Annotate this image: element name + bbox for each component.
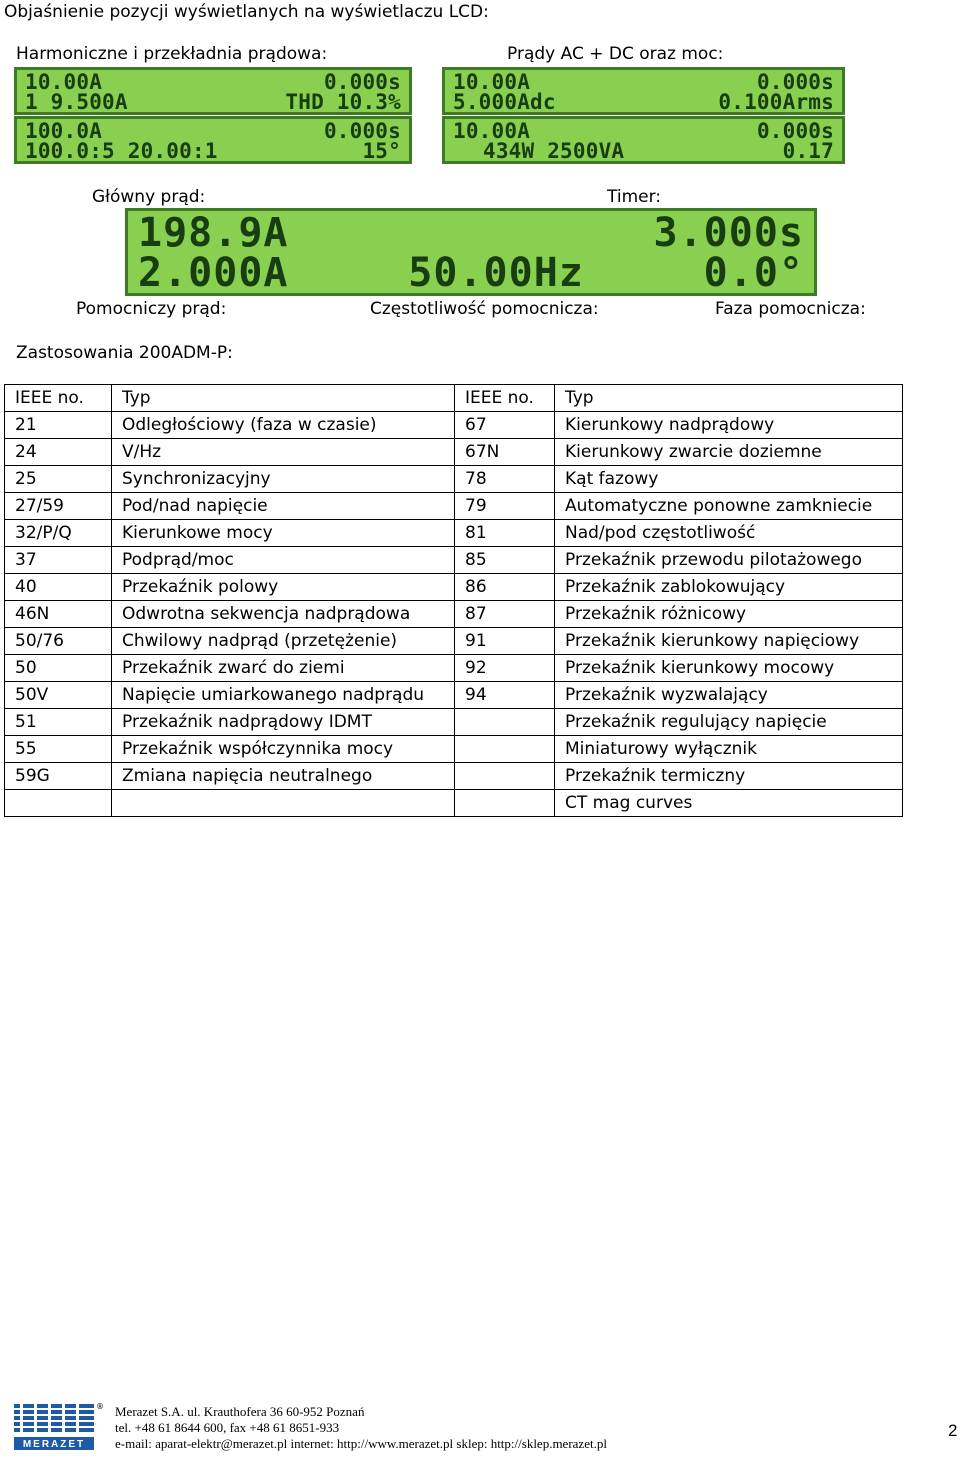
table-cell: 27/59 [5, 493, 112, 520]
table-cell: Przekaźnik współczynnika mocy [112, 736, 455, 763]
table-cell: Kierunkowy zwarcie doziemne [555, 439, 903, 466]
table-cell: 85 [455, 547, 555, 574]
table-cell: Kierunkowe mocy [112, 520, 455, 547]
table-cell: Miniaturowy wyłącznik [555, 736, 903, 763]
table-cell: V/Hz [112, 439, 455, 466]
table-row [5, 439, 903, 466]
timer-label: Timer: [607, 187, 662, 207]
table-cell: 87 [455, 601, 555, 628]
aux-current-label: Pomocniczy prąd: [76, 299, 227, 319]
aux-freq-label: Częstotliwość pomocnicza: [370, 299, 599, 319]
table-cell: Synchronizacyjny [112, 466, 455, 493]
table-cell: 94 [455, 682, 555, 709]
acdc-label: Prądy AC + DC oraz moc: [507, 44, 724, 64]
table-cell [455, 736, 555, 763]
table-row [5, 520, 903, 547]
table-row [5, 601, 903, 628]
footer-address: Merazet S.A. ul. Krauthofera 36 60-952 Poznań [115, 1404, 365, 1419]
table-cell [5, 790, 112, 817]
header-cell: IEEE no. [455, 385, 555, 412]
footer-links[interactable]: e-mail: aparat-elektr@merazet.pl internet: http://www.merazet.pl sklep: http://sklep.merazet.pl [115, 1436, 607, 1451]
table-cell: 51 [5, 709, 112, 736]
page-heading: Objaśnienie pozycji wyświetlanych na wyświetlaczu LCD: [4, 2, 489, 22]
table-cell: Odległościowy (faza w czasie) [112, 412, 455, 439]
header-cell: Typ [112, 385, 455, 412]
table-cell: Chwilowy nadprąd (przetężenie) [112, 628, 455, 655]
table-cell: 59G [5, 763, 112, 790]
table-cell: Przekaźnik wyzwalający [555, 682, 903, 709]
table-cell: Przekaźnik różnicowy [555, 601, 903, 628]
table-cell: 79 [455, 493, 555, 520]
table-cell [455, 709, 555, 736]
merazet-logo [14, 1404, 94, 1450]
registered-mark: ® [96, 1402, 104, 1411]
table-row [5, 412, 903, 439]
header-cell: Typ [555, 385, 903, 412]
table-cell: 92 [455, 655, 555, 682]
table-cell: Zmiana napięcia neutralnego [112, 763, 455, 790]
table-row [5, 547, 903, 574]
table-cell: Nad/pod częstotliwość [555, 520, 903, 547]
lcd-acdc-2: 10.00A 0.000s 434W 2500VA 0.17 [442, 116, 845, 164]
table-row [5, 763, 903, 790]
table-cell: Odwrotna sekwencja nadprądowa [112, 601, 455, 628]
applications-label: Zastosowania 200ADM-P: [16, 343, 233, 363]
table-cell: Kąt fazowy [555, 466, 903, 493]
lcd-harmonic-2: 100.0A 0.000s 100.0:5 20.00:1 15° [14, 116, 412, 164]
table-body [5, 412, 903, 817]
table-cell: 67N [455, 439, 555, 466]
table-row [5, 466, 903, 493]
table-cell: Przekaźnik kierunkowy mocowy [555, 655, 903, 682]
table-cell: 91 [455, 628, 555, 655]
logo-text: MERAZET [22, 1439, 86, 1450]
lcd-acdc-1: 10.00A 0.000s 5.000Adc 0.100Arms [442, 67, 845, 115]
table-cell: 37 [5, 547, 112, 574]
page-number: 2 [948, 1421, 958, 1440]
table-row [5, 790, 903, 817]
table-cell: Napięcie umiarkowanego nadprądu [112, 682, 455, 709]
table-cell: 50/76 [5, 628, 112, 655]
harmonic-label: Harmoniczne i przekładnia prądowa: [16, 44, 328, 64]
table-cell: Przekaźnik zablokowujący [555, 574, 903, 601]
table-cell: 46N [5, 601, 112, 628]
table-cell: 50V [5, 682, 112, 709]
lcd-harmonic-1: 10.00A 0.000s 1 9.500A THD 10.3% [14, 67, 412, 115]
footer-phone: tel. +48 61 8644 600, fax +48 61 8651-933 [115, 1420, 340, 1435]
table-cell: 25 [5, 466, 112, 493]
table-cell: 67 [455, 412, 555, 439]
table-row [5, 574, 903, 601]
table-cell: 78 [455, 466, 555, 493]
table-cell: 81 [455, 520, 555, 547]
table-cell: 40 [5, 574, 112, 601]
table-cell: Przekaźnik przewodu pilotażowego [555, 547, 903, 574]
header-cell: IEEE no. [5, 385, 112, 412]
table-row [5, 736, 903, 763]
table-row [5, 709, 903, 736]
table-row [5, 655, 903, 682]
table-cell: Przekaźnik termiczny [555, 763, 903, 790]
table-cell: 21 [5, 412, 112, 439]
table-cell: Automatyczne ponowne zamkniecie [555, 493, 903, 520]
aux-phase-label: Faza pomocnicza: [715, 299, 866, 319]
table-cell: Przekaźnik nadprądowy IDMT [112, 709, 455, 736]
table-cell: 50 [5, 655, 112, 682]
table-cell: Podprąd/moc [112, 547, 455, 574]
table-header-row [5, 385, 903, 412]
main-current-label: Główny prąd: [92, 187, 206, 207]
table-cell: 55 [5, 736, 112, 763]
table-row [5, 493, 903, 520]
ieee-table [4, 384, 903, 817]
table-cell: 32/P/Q [5, 520, 112, 547]
table-cell [455, 790, 555, 817]
table-cell: Przekaźnik kierunkowy napięciowy [555, 628, 903, 655]
table-cell: Przekaźnik regulujący napięcie [555, 709, 903, 736]
table-cell: 24 [5, 439, 112, 466]
table-cell: Przekaźnik zwarć do ziemi [112, 655, 455, 682]
table-row [5, 628, 903, 655]
table-cell [455, 763, 555, 790]
table-cell: 86 [455, 574, 555, 601]
table-cell [112, 790, 455, 817]
table-cell: Przekaźnik polowy [112, 574, 455, 601]
table-cell: CT mag curves [555, 790, 903, 817]
table-cell: Pod/nad napięcie [112, 493, 455, 520]
lcd-main: 198.9A 3.000s 2.000A 50.00Hz 0.0° [125, 208, 817, 296]
table-row [5, 682, 903, 709]
table-cell: Kierunkowy nadprądowy [555, 412, 903, 439]
